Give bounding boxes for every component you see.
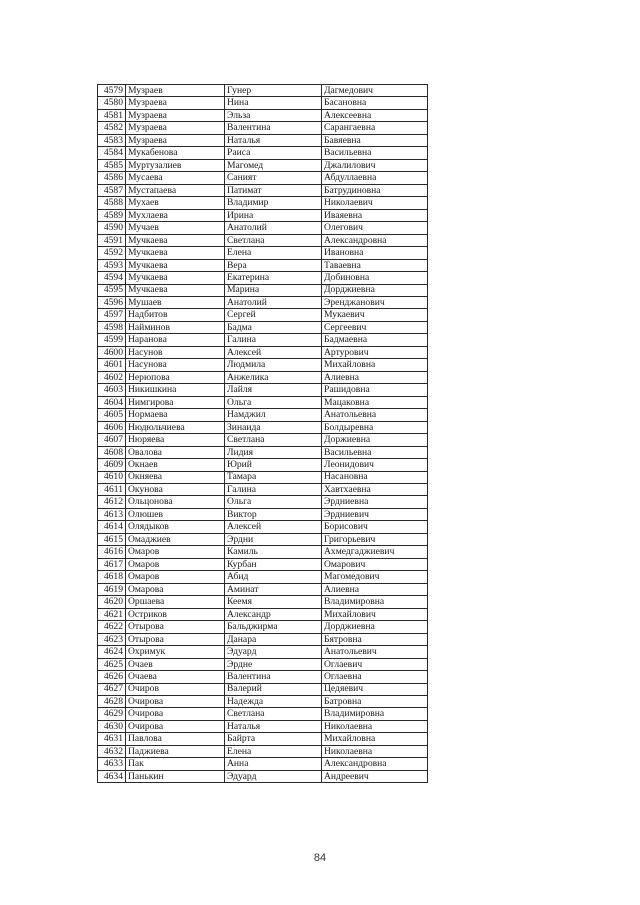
first-name-cell: Лидия	[225, 446, 322, 458]
table-row	[98, 172, 428, 184]
last-name-cell: Панькин	[126, 770, 225, 782]
first-name-cell: Елена	[225, 745, 322, 757]
last-name-cell: Нюряева	[126, 434, 225, 446]
first-name-cell: Светлана	[225, 708, 322, 720]
row-number-cell: 4615	[98, 533, 126, 545]
table-row	[98, 396, 428, 408]
table-row	[98, 359, 428, 371]
patronymic-cell: Васильевна	[322, 147, 428, 159]
row-number-cell: 4616	[98, 546, 126, 558]
last-name-cell: Очирова	[126, 695, 225, 707]
first-name-cell: Валентина	[225, 122, 322, 134]
patronymic-cell: Анатольевна	[322, 409, 428, 421]
first-name-cell: Марина	[225, 284, 322, 296]
table-row	[98, 508, 428, 520]
table-row	[98, 471, 428, 483]
row-number-cell: 4628	[98, 695, 126, 707]
patronymic-cell: Батровна	[322, 695, 428, 707]
first-name-cell: Раиса	[225, 147, 322, 159]
patronymic-cell: Андреевич	[322, 770, 428, 782]
patronymic-cell: Николаевич	[322, 197, 428, 209]
last-name-cell: Мушаев	[126, 296, 225, 308]
table-row	[98, 97, 428, 109]
first-name-cell: Анатолий	[225, 222, 322, 234]
first-name-cell: Вера	[225, 259, 322, 271]
table-row	[98, 720, 428, 732]
patronymic-cell: Анатольевич	[322, 646, 428, 658]
first-name-cell: Камиль	[225, 546, 322, 558]
table-row	[98, 459, 428, 471]
first-name-cell: Александр	[225, 608, 322, 620]
table-row	[98, 683, 428, 695]
patronymic-cell: Доржиевна	[322, 434, 428, 446]
row-number-cell: 4625	[98, 658, 126, 670]
patronymic-cell: Насановна	[322, 471, 428, 483]
table-row	[98, 558, 428, 570]
first-name-cell: Лайля	[225, 384, 322, 396]
row-number-cell: 4612	[98, 496, 126, 508]
patronymic-cell: Михайловна	[322, 733, 428, 745]
table-row	[98, 646, 428, 658]
last-name-cell: Отырова	[126, 633, 225, 645]
patronymic-cell: Абдуллаевна	[322, 172, 428, 184]
first-name-cell: Эрдни	[225, 533, 322, 545]
row-number-cell: 4611	[98, 484, 126, 496]
row-number-cell: 4622	[98, 621, 126, 633]
first-name-cell: Сергей	[225, 309, 322, 321]
row-number-cell: 4613	[98, 508, 126, 520]
last-name-cell: Музраева	[126, 134, 225, 146]
row-number-cell: 4605	[98, 409, 126, 421]
first-name-cell: Эдуард	[225, 770, 322, 782]
patronymic-cell: Магомедович	[322, 571, 428, 583]
row-number-cell: 4629	[98, 708, 126, 720]
last-name-cell: Олядыков	[126, 521, 225, 533]
first-name-cell: Байрта	[225, 733, 322, 745]
table-row	[98, 109, 428, 121]
row-number-cell: 4579	[98, 85, 126, 97]
first-name-cell: Валерий	[225, 683, 322, 695]
last-name-cell: Мучкаева	[126, 284, 225, 296]
row-number-cell: 4602	[98, 371, 126, 383]
last-name-cell: Мучкаева	[126, 272, 225, 284]
row-number-cell: 4609	[98, 459, 126, 471]
last-name-cell: Мучаев	[126, 222, 225, 234]
row-number-cell: 4590	[98, 222, 126, 234]
patronymic-cell: Дорджиевна	[322, 284, 428, 296]
patronymic-cell: Владимировна	[322, 708, 428, 720]
last-name-cell: Окняева	[126, 471, 225, 483]
first-name-cell: Ирина	[225, 209, 322, 221]
row-number-cell: 4632	[98, 745, 126, 757]
row-number-cell: 4607	[98, 434, 126, 446]
last-name-cell: Очаева	[126, 671, 225, 683]
first-name-cell: Владимир	[225, 197, 322, 209]
row-number-cell: 4597	[98, 309, 126, 321]
row-number-cell: 4595	[98, 284, 126, 296]
table-row	[98, 596, 428, 608]
row-number-cell: 4586	[98, 172, 126, 184]
first-name-cell: Ольга	[225, 496, 322, 508]
patronymic-cell: Александровна	[322, 758, 428, 770]
first-name-cell: Елена	[225, 247, 322, 259]
first-name-cell: Виктор	[225, 508, 322, 520]
first-name-cell: Анжелика	[225, 371, 322, 383]
table-row	[98, 334, 428, 346]
patronymic-cell: Иваяевна	[322, 209, 428, 221]
first-name-cell: Наталья	[225, 134, 322, 146]
first-name-cell: Галина	[225, 334, 322, 346]
patronymic-cell: Рашидовна	[322, 384, 428, 396]
patronymic-cell: Дорджиевна	[322, 621, 428, 633]
patronymic-cell: Владимировна	[322, 596, 428, 608]
last-name-cell: Мучкаева	[126, 234, 225, 246]
table-row	[98, 621, 428, 633]
table-row	[98, 184, 428, 196]
last-name-cell: Муртузалиев	[126, 159, 225, 171]
row-number-cell: 4588	[98, 197, 126, 209]
table-row	[98, 571, 428, 583]
patronymic-cell: Мукаевич	[322, 309, 428, 321]
patronymic-cell: Дагмедович	[322, 85, 428, 97]
first-name-cell: Бальджирма	[225, 621, 322, 633]
row-number-cell: 4603	[98, 384, 126, 396]
patronymic-cell: Болдыревна	[322, 421, 428, 433]
row-number-cell: 4621	[98, 608, 126, 620]
row-number-cell: 4582	[98, 122, 126, 134]
table-row	[98, 770, 428, 782]
row-number-cell: 4618	[98, 571, 126, 583]
patronymic-cell: Ивановна	[322, 247, 428, 259]
last-name-cell: Музраева	[126, 109, 225, 121]
patronymic-cell: Борисович	[322, 521, 428, 533]
last-name-cell: Музраева	[126, 97, 225, 109]
first-name-cell: Галина	[225, 484, 322, 496]
table-row	[98, 259, 428, 271]
row-number-cell: 4630	[98, 720, 126, 732]
table-row	[98, 159, 428, 171]
patronymic-cell: Хавтхаевна	[322, 484, 428, 496]
last-name-cell: Мухлаева	[126, 209, 225, 221]
first-name-cell: Тамара	[225, 471, 322, 483]
table-row	[98, 147, 428, 159]
last-name-cell: Мукабенова	[126, 147, 225, 159]
patronymic-cell: Ахмедгаджиевич	[322, 546, 428, 558]
last-name-cell: Отырова	[126, 621, 225, 633]
table-row	[98, 85, 428, 97]
last-name-cell: Очирова	[126, 720, 225, 732]
first-name-cell: Светлана	[225, 434, 322, 446]
first-name-cell: Алексей	[225, 521, 322, 533]
row-number-cell: 4601	[98, 359, 126, 371]
row-number-cell: 4593	[98, 259, 126, 271]
row-number-cell: 4587	[98, 184, 126, 196]
row-number-cell: 4606	[98, 421, 126, 433]
table-row	[98, 371, 428, 383]
first-name-cell: Бадма	[225, 321, 322, 333]
first-name-cell: Наталья	[225, 720, 322, 732]
last-name-cell: Омарова	[126, 583, 225, 595]
patronymic-cell: Васильевна	[322, 446, 428, 458]
last-name-cell: Омаров	[126, 546, 225, 558]
patronymic-cell: Мацаковна	[322, 396, 428, 408]
first-name-cell: Патимат	[225, 184, 322, 196]
patronymic-cell: Эрдниевич	[322, 508, 428, 520]
table-row	[98, 296, 428, 308]
last-name-cell: Павлова	[126, 733, 225, 745]
patronymic-cell: Бятровна	[322, 633, 428, 645]
first-name-cell: Зинаида	[225, 421, 322, 433]
table-row	[98, 708, 428, 720]
table-row	[98, 733, 428, 745]
last-name-cell: Найминов	[126, 321, 225, 333]
row-number-cell: 4624	[98, 646, 126, 658]
table-row	[98, 122, 428, 134]
last-name-cell: Оршаева	[126, 596, 225, 608]
last-name-cell: Окунова	[126, 484, 225, 496]
row-number-cell: 4619	[98, 583, 126, 595]
last-name-cell: Окнаев	[126, 459, 225, 471]
first-name-cell: Эрдне	[225, 658, 322, 670]
patronymic-cell: Леонидович	[322, 459, 428, 471]
table-row	[98, 272, 428, 284]
table-row	[98, 222, 428, 234]
row-number-cell: 4627	[98, 683, 126, 695]
table-row	[98, 745, 428, 757]
first-name-cell: Екатерина	[225, 272, 322, 284]
first-name-cell: Анатолий	[225, 296, 322, 308]
row-number-cell: 4594	[98, 272, 126, 284]
last-name-cell: Очиров	[126, 683, 225, 695]
last-name-cell: Нормаева	[126, 409, 225, 421]
table-row	[98, 409, 428, 421]
last-name-cell: Омаров	[126, 558, 225, 570]
last-name-cell: Музраев	[126, 85, 225, 97]
first-name-cell: Курбан	[225, 558, 322, 570]
first-name-cell: Кеемя	[225, 596, 322, 608]
first-name-cell: Людмила	[225, 359, 322, 371]
row-number-cell: 4617	[98, 558, 126, 570]
last-name-cell: Нюдюльчиева	[126, 421, 225, 433]
first-name-cell: Юрий	[225, 459, 322, 471]
first-name-cell: Намджил	[225, 409, 322, 421]
patronymic-cell: Оглаевич	[322, 658, 428, 670]
first-name-cell: Эльза	[225, 109, 322, 121]
row-number-cell: 4634	[98, 770, 126, 782]
first-name-cell: Гунер	[225, 85, 322, 97]
first-name-cell: Саният	[225, 172, 322, 184]
first-name-cell: Данара	[225, 633, 322, 645]
row-number-cell: 4614	[98, 521, 126, 533]
page-number: 84	[313, 852, 327, 864]
table-row	[98, 247, 428, 259]
patronymic-cell: Бавяевна	[322, 134, 428, 146]
first-name-cell: Эдуард	[225, 646, 322, 658]
table-row	[98, 533, 428, 545]
last-name-cell: Музраева	[126, 122, 225, 134]
first-name-cell: Алексей	[225, 346, 322, 358]
row-number-cell: 4581	[98, 109, 126, 121]
row-number-cell: 4631	[98, 733, 126, 745]
row-number-cell: 4583	[98, 134, 126, 146]
table-row	[98, 546, 428, 558]
table-row	[98, 758, 428, 770]
table-row	[98, 321, 428, 333]
patronymic-cell: Михайловна	[322, 359, 428, 371]
first-name-cell: Нина	[225, 97, 322, 109]
table-row	[98, 346, 428, 358]
table-row	[98, 608, 428, 620]
last-name-cell: Насунов	[126, 346, 225, 358]
last-name-cell: Надбитов	[126, 309, 225, 321]
row-number-cell: 4598	[98, 321, 126, 333]
last-name-cell: Пак	[126, 758, 225, 770]
last-name-cell: Никишкина	[126, 384, 225, 396]
table-row	[98, 284, 428, 296]
patronymic-cell: Сарангаевна	[322, 122, 428, 134]
patronymic-cell: Олегович	[322, 222, 428, 234]
last-name-cell: Мусаева	[126, 172, 225, 184]
table-row	[98, 633, 428, 645]
row-number-cell: 4623	[98, 633, 126, 645]
patronymic-cell: Джалилович	[322, 159, 428, 171]
patronymic-cell: Михайлович	[322, 608, 428, 620]
patronymic-cell: Эренджанович	[322, 296, 428, 308]
last-name-cell: Мучкаева	[126, 259, 225, 271]
table-row	[98, 658, 428, 670]
row-number-cell: 4599	[98, 334, 126, 346]
patronymic-cell: Басановна	[322, 97, 428, 109]
row-number-cell: 4626	[98, 671, 126, 683]
table-row	[98, 421, 428, 433]
table-row	[98, 446, 428, 458]
last-name-cell: Нерюпова	[126, 371, 225, 383]
last-name-cell: Нимгирова	[126, 396, 225, 408]
row-number-cell: 4584	[98, 147, 126, 159]
last-name-cell: Омаджиев	[126, 533, 225, 545]
table-row	[98, 197, 428, 209]
row-number-cell: 4580	[98, 97, 126, 109]
table-row	[98, 671, 428, 683]
last-name-cell: Остриков	[126, 608, 225, 620]
last-name-cell: Очирова	[126, 708, 225, 720]
patronymic-cell: Алексеевна	[322, 109, 428, 121]
last-name-cell: Олюшев	[126, 508, 225, 520]
patronymic-cell: Добиновна	[322, 272, 428, 284]
last-name-cell: Мучкаева	[126, 247, 225, 259]
patronymic-cell: Артурович	[322, 346, 428, 358]
patronymic-cell: Николаевна	[322, 745, 428, 757]
table-row	[98, 309, 428, 321]
last-name-cell: Паджиева	[126, 745, 225, 757]
row-number-cell: 4592	[98, 247, 126, 259]
last-name-cell: Овалова	[126, 446, 225, 458]
patronymic-cell: Александровна	[322, 234, 428, 246]
table-row	[98, 484, 428, 496]
row-number-cell: 4608	[98, 446, 126, 458]
patronymic-cell: Сергеевич	[322, 321, 428, 333]
first-name-cell: Светлана	[225, 234, 322, 246]
row-number-cell: 4596	[98, 296, 126, 308]
name-list-body	[98, 85, 428, 783]
patronymic-cell: Оглаевна	[322, 671, 428, 683]
row-number-cell: 4589	[98, 209, 126, 221]
row-number-cell: 4600	[98, 346, 126, 358]
patronymic-cell: Бадмаевна	[322, 334, 428, 346]
first-name-cell: Валентина	[225, 671, 322, 683]
row-number-cell: 4620	[98, 596, 126, 608]
first-name-cell: Надежда	[225, 695, 322, 707]
row-number-cell: 4633	[98, 758, 126, 770]
patronymic-cell: Эрдниевна	[322, 496, 428, 508]
last-name-cell: Охримук	[126, 646, 225, 658]
last-name-cell: Насунова	[126, 359, 225, 371]
table-row	[98, 521, 428, 533]
first-name-cell: Анна	[225, 758, 322, 770]
patronymic-cell: Григорьевич	[322, 533, 428, 545]
patronymic-cell: Николаевна	[322, 720, 428, 732]
table-row	[98, 234, 428, 246]
patronymic-cell: Батрудиновна	[322, 184, 428, 196]
table-row	[98, 496, 428, 508]
table-row	[98, 384, 428, 396]
table-row	[98, 583, 428, 595]
last-name-cell: Наранова	[126, 334, 225, 346]
last-name-cell: Мустапаева	[126, 184, 225, 196]
patronymic-cell: Цедяевич	[322, 683, 428, 695]
first-name-cell: Ольга	[225, 396, 322, 408]
patronymic-cell: Омарович	[322, 558, 428, 570]
patronymic-cell: Тавaевна	[322, 259, 428, 271]
row-number-cell: 4604	[98, 396, 126, 408]
name-list-table	[97, 84, 428, 783]
row-number-cell: 4585	[98, 159, 126, 171]
first-name-cell: Магомед	[225, 159, 322, 171]
table-row	[98, 434, 428, 446]
last-name-cell: Омаров	[126, 571, 225, 583]
last-name-cell: Ольцонова	[126, 496, 225, 508]
row-number-cell: 4610	[98, 471, 126, 483]
table-row	[98, 134, 428, 146]
table-row	[98, 695, 428, 707]
first-name-cell: Абид	[225, 571, 322, 583]
first-name-cell: Аминат	[225, 583, 322, 595]
patronymic-cell: Алиевна	[322, 371, 428, 383]
row-number-cell: 4591	[98, 234, 126, 246]
patronymic-cell: Алиевна	[322, 583, 428, 595]
table-row	[98, 209, 428, 221]
last-name-cell: Мухаев	[126, 197, 225, 209]
last-name-cell: Очаев	[126, 658, 225, 670]
